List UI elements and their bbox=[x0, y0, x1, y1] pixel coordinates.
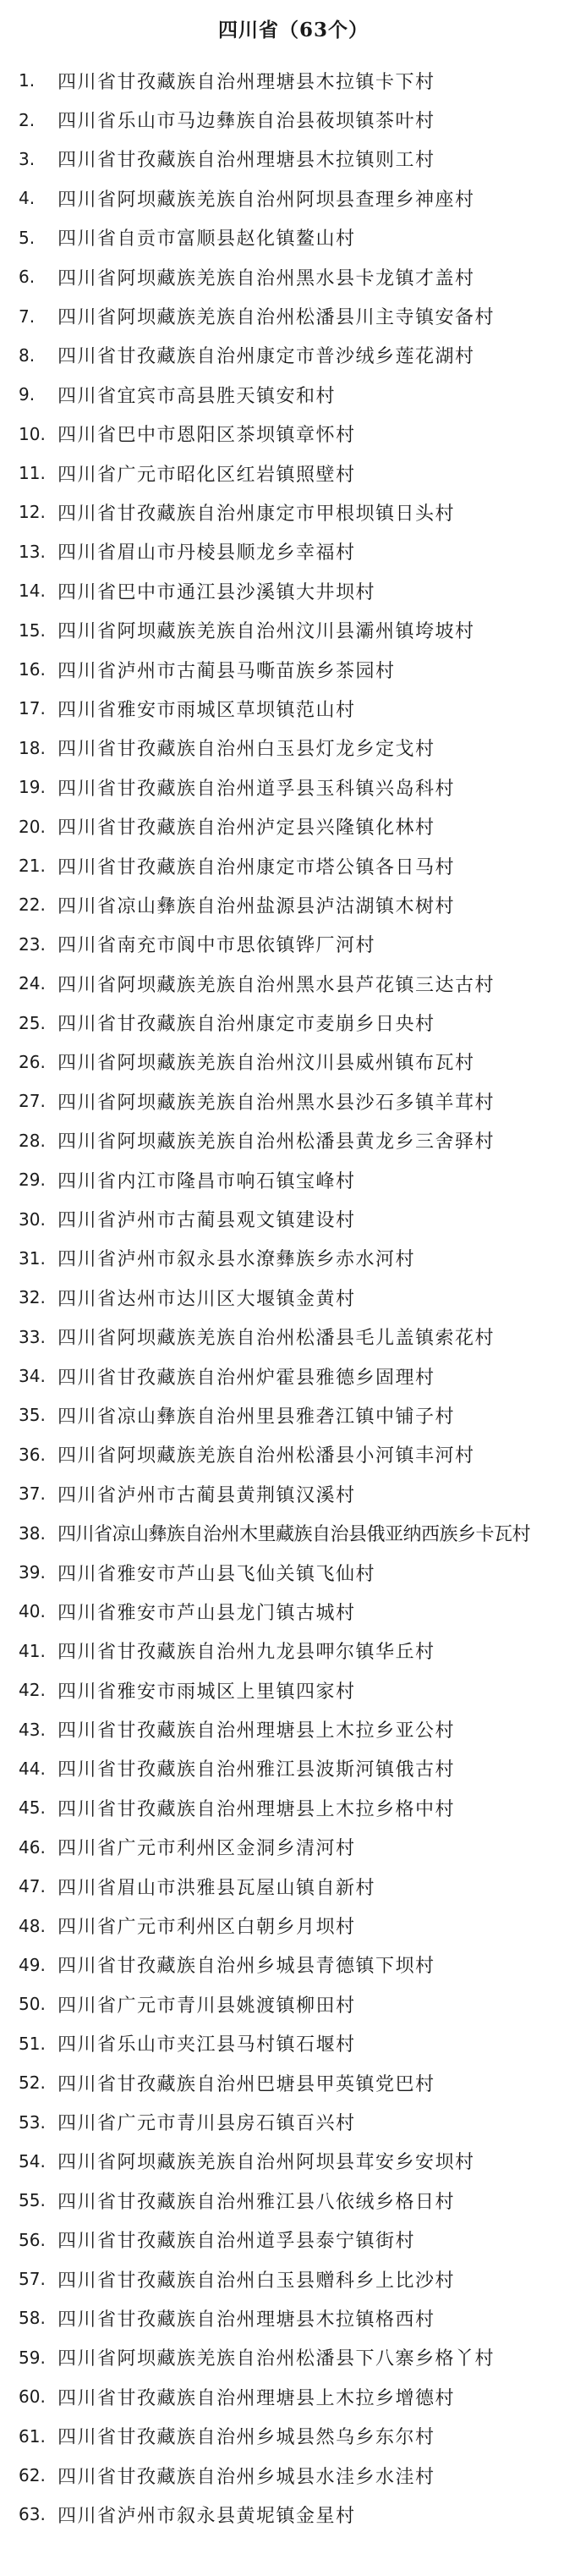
list-item-number: 41. bbox=[19, 1640, 46, 1661]
list-item bbox=[19, 61, 568, 100]
list-item-number: 23. bbox=[19, 933, 46, 955]
list-item-number: 39. bbox=[19, 1562, 46, 1583]
list-item-number: 1. bbox=[19, 70, 36, 91]
list-item bbox=[19, 2063, 568, 2102]
list-item-text: 四川省巴中市通江县沙溪镇大井坝村 bbox=[58, 581, 376, 603]
list-item bbox=[19, 1749, 568, 1788]
list-item-text: 四川省阿坝藏族羌族自治州松潘县毛儿盖镇索花村 bbox=[58, 1328, 496, 1350]
list-item-number: 9. bbox=[19, 384, 36, 405]
list-item-text: 四川省泸州市古蔺县观文镇建设村 bbox=[58, 1210, 356, 1232]
list-item-number: 21. bbox=[19, 856, 46, 876]
list-item bbox=[19, 2377, 568, 2416]
list-item bbox=[19, 2181, 568, 2220]
list-item-text: 四川省甘孜藏族自治州理塘县木拉镇卡下村 bbox=[58, 71, 435, 93]
list-item bbox=[19, 454, 568, 493]
list-item-text: 四川省凉山彝族自治州盐源县泸沽湖镇木树村 bbox=[58, 895, 456, 917]
list-item-text: 四川省广元市利州区白朝乡月坝村 bbox=[58, 1917, 356, 1939]
list-item-text: 四川省阿坝藏族羌族自治州松潘县黄龙乡三舍驿村 bbox=[58, 1131, 496, 1153]
list-item bbox=[19, 1632, 568, 1671]
list-item-text: 四川省甘孜藏族自治州雅江县波斯河镇俄古村 bbox=[58, 1759, 456, 1781]
list-item-text: 四川省甘孜藏族自治州雅江县八依绒乡格日村 bbox=[58, 2191, 456, 2213]
list-item-text: 四川省眉山市丹棱县顺龙乡幸福村 bbox=[58, 542, 356, 564]
list-item bbox=[19, 179, 568, 217]
list-item bbox=[19, 532, 568, 571]
list-item-number: 58. bbox=[19, 2308, 46, 2329]
list-item-number: 49. bbox=[19, 1954, 46, 1975]
page-title: 四川省（63个） bbox=[217, 19, 369, 41]
list-item-text: 四川省甘孜藏族自治州道孚县玉科镇兴岛科村 bbox=[58, 778, 456, 800]
list-item-number: 60. bbox=[19, 2386, 46, 2408]
list-item bbox=[19, 1553, 568, 1592]
list-item-number: 18. bbox=[19, 737, 46, 758]
list-item bbox=[19, 257, 568, 296]
list-item bbox=[19, 846, 568, 885]
list-item-number: 40. bbox=[19, 1601, 46, 1622]
list-item-text: 四川省眉山市洪雅县瓦屋山镇自新村 bbox=[58, 1877, 376, 1899]
list-item-text: 四川省泸州市古蔺县黄荆镇汉溪村 bbox=[58, 1484, 356, 1506]
list-item-number: 59. bbox=[19, 2347, 46, 2368]
list-item bbox=[19, 925, 568, 964]
list-item-number: 62. bbox=[19, 2465, 46, 2486]
list-item bbox=[19, 1199, 568, 1238]
list-item-number: 34. bbox=[19, 1366, 46, 1387]
list-item-number: 2. bbox=[19, 109, 36, 130]
list-item bbox=[19, 2495, 568, 2534]
list-item-text: 四川省甘孜藏族自治州乡城县水洼乡水洼村 bbox=[58, 2466, 435, 2488]
list-item-text: 四川省甘孜藏族自治州道孚县泰宁镇街村 bbox=[58, 2231, 416, 2253]
list-item bbox=[19, 1474, 568, 1513]
list-item bbox=[19, 2298, 568, 2337]
list-item-text: 四川省甘孜藏族自治州理塘县上木拉乡增德村 bbox=[58, 2387, 456, 2409]
list-item-text: 四川省雅安市雨城区上里镇四家村 bbox=[58, 1681, 356, 1703]
list-item-number: 24. bbox=[19, 973, 46, 994]
list-item-text: 四川省阿坝藏族羌族自治州阿坝县茸安乡安坝村 bbox=[58, 2152, 475, 2174]
list-item bbox=[19, 729, 568, 768]
list-item bbox=[19, 1435, 568, 1474]
list-item-text: 四川省甘孜藏族自治州乡城县然乌乡东尔村 bbox=[58, 2427, 435, 2449]
list-item-number: 38. bbox=[19, 1522, 46, 1544]
list-item-text: 四川省凉山彝族自治州里县雅砻江镇中铺子村 bbox=[58, 1406, 456, 1428]
list-item bbox=[19, 2416, 568, 2455]
list-item-text: 四川省甘孜藏族自治州理塘县木拉镇则工村 bbox=[58, 150, 435, 172]
list-item-number: 46. bbox=[19, 1836, 46, 1858]
list-item-text: 四川省雅安市雨城区草坝镇范山村 bbox=[58, 699, 356, 721]
list-item bbox=[19, 806, 568, 845]
list-item-text: 四川省甘孜藏族自治州康定市麦崩乡日央村 bbox=[58, 1014, 435, 1036]
list-item-number: 16. bbox=[19, 659, 46, 680]
list-item-text: 四川省阿坝藏族羌族自治州阿坝县查理乡神座村 bbox=[58, 189, 475, 211]
list-item-number: 27. bbox=[19, 1091, 46, 1112]
list-item-number: 4. bbox=[19, 188, 36, 209]
list-item-number: 20. bbox=[19, 816, 46, 837]
list-item-number: 47. bbox=[19, 1876, 46, 1897]
list-item bbox=[19, 218, 568, 257]
list-item-text: 四川省阿坝藏族羌族自治州松潘县小河镇丰河村 bbox=[58, 1445, 475, 1467]
list-item bbox=[19, 100, 568, 139]
list-item-number: 48. bbox=[19, 1915, 46, 1936]
village-list bbox=[19, 61, 568, 2535]
list-item-text: 四川省自贡市富顺县赵化镇鳌山村 bbox=[58, 228, 356, 250]
list-item bbox=[19, 1043, 568, 1082]
list-item bbox=[19, 1003, 568, 1042]
list-item-text: 四川省泸州市叙永县黄坭镇金星村 bbox=[58, 2505, 356, 2527]
list-item-text: 四川省甘孜藏族自治州理塘县上木拉乡格中村 bbox=[58, 1798, 456, 1820]
list-item-text: 四川省阿坝藏族羌族自治州黑水县卡龙镇才盖村 bbox=[58, 267, 475, 289]
list-item bbox=[19, 650, 568, 689]
list-item bbox=[19, 1592, 568, 1631]
list-item-text: 四川省雅安市芦山县飞仙关镇飞仙村 bbox=[58, 1563, 376, 1585]
list-item-number: 3. bbox=[19, 148, 36, 169]
list-item-text: 四川省甘孜藏族自治州康定市塔公镇各日马村 bbox=[58, 856, 456, 878]
list-item-number: 57. bbox=[19, 2269, 46, 2290]
list-item-number: 15. bbox=[19, 619, 46, 641]
list-item-text: 四川省甘孜藏族自治州巴塘县甲英镇党巴村 bbox=[58, 2073, 435, 2095]
list-item bbox=[19, 1160, 568, 1199]
list-item-number: 13. bbox=[19, 541, 46, 562]
list-item-number: 52. bbox=[19, 2072, 46, 2094]
list-item bbox=[19, 1513, 568, 1552]
list-item bbox=[19, 964, 568, 1003]
list-item-text: 四川省甘孜藏族自治州康定市普沙绒乡莲花湖村 bbox=[58, 346, 475, 368]
list-item-text: 四川省甘孜藏族自治州九龙县呷尔镇华丘村 bbox=[58, 1642, 435, 1664]
list-item-number: 14. bbox=[19, 581, 46, 602]
list-item-text: 四川省广元市青川县房石镇百兴村 bbox=[58, 2113, 356, 2134]
list-item bbox=[19, 296, 568, 335]
list-item-number: 37. bbox=[19, 1483, 46, 1505]
list-item-text: 四川省达州市达川区大堰镇金黄村 bbox=[58, 1288, 356, 1310]
list-item bbox=[19, 1906, 568, 1945]
list-item bbox=[19, 1278, 568, 1317]
list-item-text: 四川省乐山市马边彝族自治县莜坝镇茶叶村 bbox=[58, 111, 435, 133]
list-item-text: 四川省广元市青川县姚渡镇柳田村 bbox=[58, 1995, 356, 2017]
list-item-number: 12. bbox=[19, 502, 46, 523]
list-item-number: 29. bbox=[19, 1170, 46, 1191]
list-item-text: 四川省内江市隆昌市响石镇宝峰村 bbox=[58, 1170, 356, 1192]
list-item-number: 43. bbox=[19, 1719, 46, 1740]
list-item-number: 50. bbox=[19, 1994, 46, 2015]
list-item-number: 55. bbox=[19, 2190, 46, 2211]
list-item bbox=[19, 1318, 568, 1357]
list-item bbox=[19, 610, 568, 649]
list-item-number: 6. bbox=[19, 267, 36, 288]
list-item-text: 四川省阿坝藏族羌族自治州黑水县芦花镇三达古村 bbox=[58, 974, 496, 996]
list-item bbox=[19, 768, 568, 806]
list-item-text: 四川省甘孜藏族自治州炉霍县雅德乡固理村 bbox=[58, 1367, 435, 1389]
list-item bbox=[19, 1946, 568, 1984]
list-item-number: 31. bbox=[19, 1247, 46, 1269]
list-item-number: 28. bbox=[19, 1130, 46, 1151]
list-item-text: 四川省阿坝藏族羌族自治州松潘县川主寺镇安备村 bbox=[58, 307, 496, 329]
list-item-text: 四川省泸州市叙永县水潦彝族乡赤水河村 bbox=[58, 1249, 416, 1271]
list-item-number: 30. bbox=[19, 1208, 46, 1230]
list-item bbox=[19, 1867, 568, 1906]
list-item bbox=[19, 2338, 568, 2377]
list-item-text: 四川省甘孜藏族自治州白玉县赠科乡上比沙村 bbox=[58, 2270, 456, 2292]
list-item-text: 四川省广元市利州区金洞乡清河村 bbox=[58, 1838, 356, 1860]
list-item-text: 四川省广元市昭化区红岩镇照壁村 bbox=[58, 464, 356, 486]
list-item bbox=[19, 1121, 568, 1160]
list-item-number: 63. bbox=[19, 2504, 46, 2525]
list-item bbox=[19, 415, 568, 454]
list-item-text: 四川省泸州市古蔺县马嘶苗族乡茶园村 bbox=[58, 660, 396, 682]
list-item bbox=[19, 1828, 568, 1867]
list-item bbox=[19, 1671, 568, 1709]
list-item-text: 四川省甘孜藏族自治州乡城县青德镇下坝村 bbox=[58, 1956, 435, 1978]
list-item-number: 11. bbox=[19, 463, 46, 484]
list-item-number: 56. bbox=[19, 2229, 46, 2250]
list-item-text: 四川省甘孜藏族自治州康定市甲根坝镇日头村 bbox=[58, 503, 456, 525]
list-item bbox=[19, 1357, 568, 1395]
list-item bbox=[19, 2102, 568, 2141]
list-item bbox=[19, 2024, 568, 2063]
list-item-number: 51. bbox=[19, 2033, 46, 2054]
list-item bbox=[19, 2220, 568, 2259]
list-item-number: 22. bbox=[19, 894, 46, 916]
list-item-text: 四川省巴中市恩阳区茶坝镇章怀村 bbox=[58, 425, 356, 447]
list-item-number: 32. bbox=[19, 1287, 46, 1308]
list-item-text: 四川省甘孜藏族自治州理塘县木拉镇格西村 bbox=[58, 2309, 435, 2331]
list-item-number: 7. bbox=[19, 305, 36, 327]
list-item-text: 四川省宜宾市高县胜天镇安和村 bbox=[58, 385, 337, 407]
list-item bbox=[19, 1709, 568, 1748]
list-item-number: 54. bbox=[19, 2150, 46, 2171]
list-item bbox=[19, 689, 568, 728]
list-item-text: 四川省阿坝藏族羌族自治州松潘县下八寨乡格丫村 bbox=[58, 2348, 496, 2370]
list-item-text: 四川省雅安市芦山县龙门镇古城村 bbox=[58, 1602, 356, 1624]
list-item-number: 17. bbox=[19, 698, 46, 719]
list-item-number: 25. bbox=[19, 1012, 46, 1033]
list-item-number: 5. bbox=[19, 227, 36, 248]
list-item-number: 10. bbox=[19, 423, 46, 444]
list-item-number: 45. bbox=[19, 1797, 46, 1819]
list-item-text: 四川省甘孜藏族自治州泸定县兴隆镇化林村 bbox=[58, 817, 435, 839]
list-item bbox=[19, 571, 568, 610]
list-item bbox=[19, 375, 568, 414]
list-item-number: 53. bbox=[19, 2111, 46, 2133]
list-item bbox=[19, 336, 568, 375]
list-item bbox=[19, 2260, 568, 2298]
list-item-text: 四川省凉山彝族自治州木里藏族自治县俄亚纳西族乡卡瓦村 bbox=[58, 1524, 531, 1546]
list-item-text: 四川省阿坝藏族羌族自治州汶川县灞州镇垮坡村 bbox=[58, 621, 475, 643]
list-item bbox=[19, 2456, 568, 2495]
list-item bbox=[19, 1984, 568, 2023]
list-item-number: 36. bbox=[19, 1444, 46, 1465]
list-item-number: 61. bbox=[19, 2425, 46, 2447]
list-item-number: 33. bbox=[19, 1326, 46, 1347]
list-item-text: 四川省甘孜藏族自治州白玉县灯龙乡定戈村 bbox=[58, 739, 435, 761]
list-item-number: 8. bbox=[19, 344, 36, 366]
list-item bbox=[19, 493, 568, 531]
list-item bbox=[19, 1239, 568, 1278]
list-item bbox=[19, 1082, 568, 1120]
list-item-text: 四川省甘孜藏族自治州理塘县上木拉乡亚公村 bbox=[58, 1720, 456, 1742]
list-item-text: 四川省乐山市夹江县马村镇石堰村 bbox=[58, 2034, 356, 2056]
list-item-number: 19. bbox=[19, 777, 46, 798]
list-item-text: 四川省南充市阆中市思依镇铧厂河村 bbox=[58, 935, 376, 957]
list-item-number: 26. bbox=[19, 1051, 46, 1072]
list-item-text: 四川省阿坝藏族羌族自治州黑水县沙石多镇羊茸村 bbox=[58, 1092, 496, 1114]
list-item bbox=[19, 1395, 568, 1434]
list-item bbox=[19, 2142, 568, 2181]
list-item bbox=[19, 1788, 568, 1827]
list-item bbox=[19, 140, 568, 179]
list-item-number: 44. bbox=[19, 1758, 46, 1779]
list-item-number: 42. bbox=[19, 1680, 46, 1701]
list-item bbox=[19, 885, 568, 924]
list-item-text: 四川省阿坝藏族羌族自治州汶川县威州镇布瓦村 bbox=[58, 1053, 475, 1075]
list-item-number: 35. bbox=[19, 1405, 46, 1426]
